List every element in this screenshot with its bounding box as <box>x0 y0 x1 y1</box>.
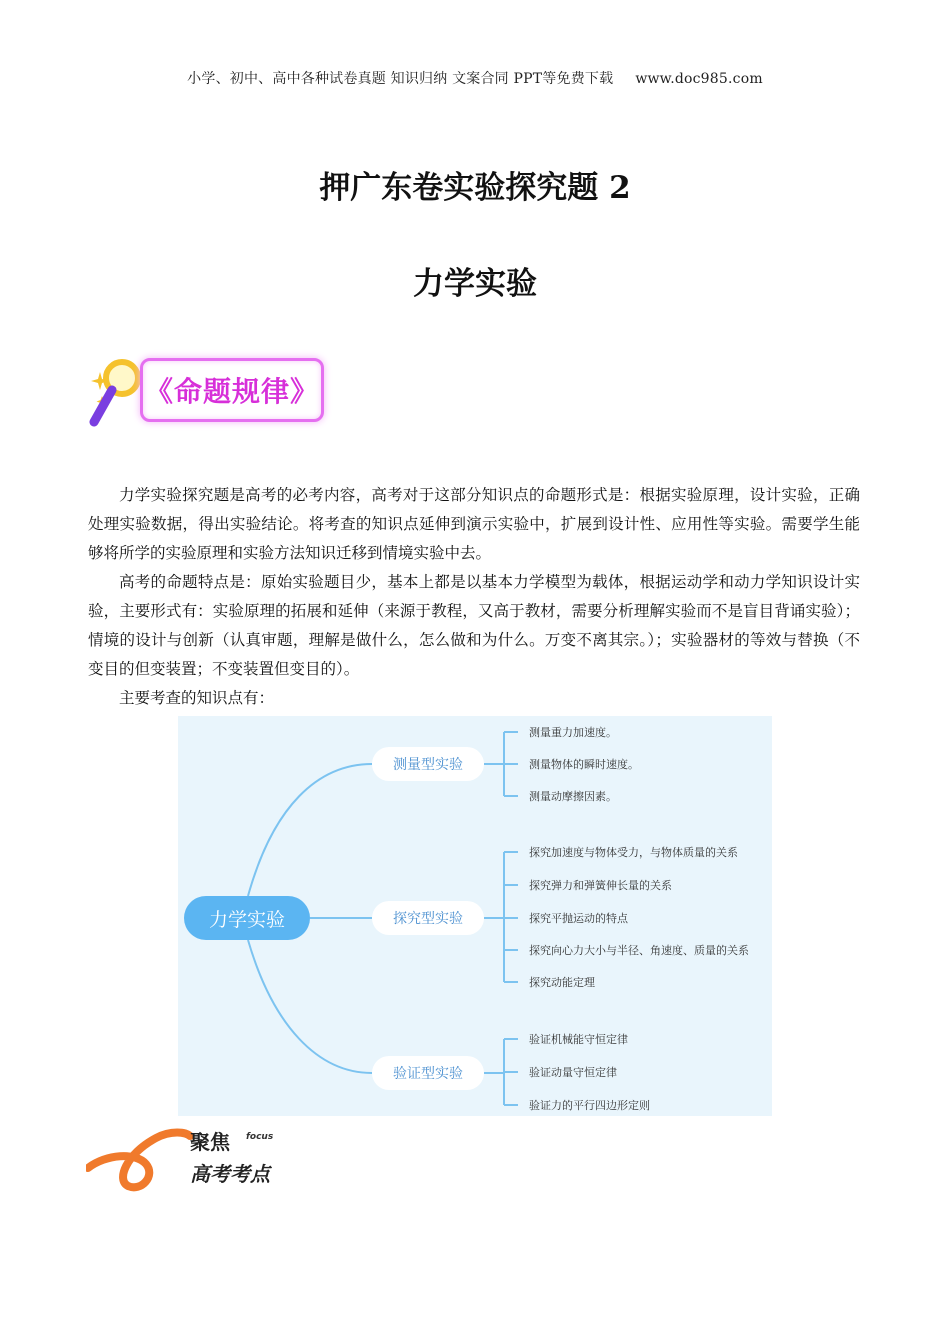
mindmap-leaf: 测量重力加速度。 <box>529 726 617 739</box>
mindmap-leaf: 验证机械能守恒定律 <box>529 1033 628 1046</box>
page-title: 押广东卷实验探究题 2 <box>319 170 631 206</box>
magnifier-sparkle-icon <box>88 352 146 436</box>
mindmap-leaf: 测量物体的瞬时速度。 <box>529 758 639 771</box>
mindmap-leaf: 探究平抛运动的特点 <box>529 912 628 925</box>
mindmap-branch-measure: 测量型实验 <box>372 747 484 781</box>
mindmap-branch-explore: 探究型实验 <box>372 901 484 935</box>
mindmap-root: 力学实验 <box>184 896 310 940</box>
page-header <box>0 68 950 88</box>
header-text: 小学、初中、高中各种试卷真题 知识归纳 文案合同 PPT等免费下载 <box>187 71 614 87</box>
paragraph: 高考的命题特点是：原始实验题目少，基本上都是以基本力学模型为载体，根据运动学和动力学知识设计实验，主要形式有：实验原理的拓展和延伸（来源于教程，又高于教材，需要分析理解实验而不是盲目背诵实验）；情境的设计与创新（认真审题，理解是做什么，怎么做和为什么。万变不离其宗。）；实验器材的等效与替换（不变目的但变装置；不变装置但变目的）。 <box>88 573 860 678</box>
mindmap-leaf: 探究向心力大小与半径、角速度、质量的关系 <box>529 944 749 957</box>
mindmap-leaf: 探究弹力和弹簧伸长量的关系 <box>529 879 672 892</box>
badge-frame <box>140 358 324 422</box>
focus-logo <box>86 1124 306 1198</box>
mindmap-leaf: 探究加速度与物体受力，与物体质量的关系 <box>529 846 738 859</box>
body-text <box>88 481 860 713</box>
orange-swoosh-icon <box>86 1124 196 1198</box>
focus-logo-top: 聚焦 <box>190 1130 230 1154</box>
mindmap-leaf: 探究动能定理 <box>529 976 595 989</box>
mindmap-branch-verify: 验证型实验 <box>372 1056 484 1090</box>
mindmap <box>178 716 772 1116</box>
focus-logo-word: focus <box>246 1132 274 1142</box>
mindmap-leaf: 验证动量守恒定律 <box>529 1066 617 1079</box>
paragraph: 力学实验探究题是高考的必考内容，高考对于这部分知识点的命题形式是：根据实验原理，设计实验，正确处理实验数据，得出实验结论。将考查的知识点延伸到演示实验中，扩展到设计性、应用性等实验。需要学生能够将所学的实验原理和实验方法知识迁移到情境实验中去。 <box>88 486 860 562</box>
page-subtitle: 力学实验 <box>413 266 537 302</box>
mindmap-leaf: 验证力的平行四边形定则 <box>529 1099 650 1112</box>
paragraph: 主要考查的知识点有： <box>119 689 275 707</box>
badge-label: 《命题规律》 <box>144 375 319 408</box>
header-site[interactable]: www.doc985.com <box>635 71 763 87</box>
topic-badge <box>88 352 338 436</box>
focus-logo-bottom: 高考考点 <box>190 1162 270 1186</box>
mindmap-leaf: 测量动摩擦因素。 <box>529 790 617 803</box>
